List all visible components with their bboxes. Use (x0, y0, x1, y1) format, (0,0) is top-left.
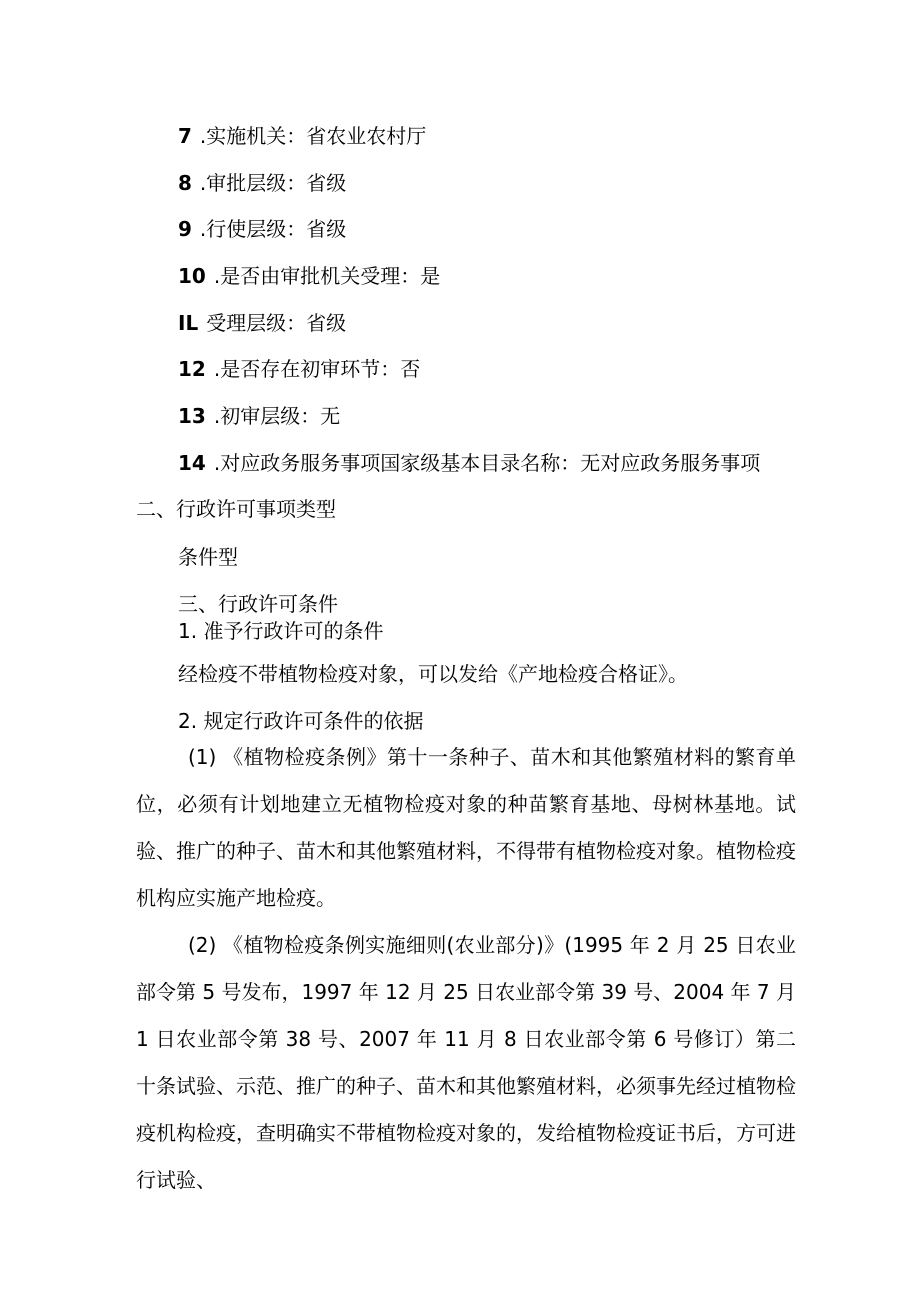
item-text: 是否存在初审环节：否 (220, 357, 421, 381)
item-text: 初审层级：无 (220, 404, 341, 428)
list-item-7: 7 .实施机关：省农业农村厅 (178, 124, 427, 148)
item-number: 12 (178, 357, 206, 381)
item-number: 14 (178, 451, 206, 475)
section-2-value: 条件型 (178, 545, 238, 569)
list-item-8: 8 .审批层级：省级 (178, 171, 347, 195)
item-number: 10 (178, 264, 206, 288)
list-item-11 (178, 311, 346, 335)
item-text: 是否由审批机关受理：是 (220, 264, 441, 288)
section-3-heading: 三、行政许可条件 (178, 592, 338, 616)
item-number: 7 (178, 124, 192, 148)
basis-paragraph-2: (2) 《植物检疫条例实施细则(农业部分)》(1995 年 2 月 25 日农业部令第 5 号发布，1997 年 12 月 25 日农业部令第 39 号、2004 年 7 月 1 日农业部令第 38 号、2007 年 11 月 8 日农业部令第 6 号修订）第二十条试验、示范、推广的种子、苗木和其他繁殖材料，必须事先经过植物检疫机构检疫，查明确实不带植物检疫对象的，发给植物检疫证书后，方可进行试验、 (136, 933, 796, 1192)
section-3-sub2: 2. 规定行政许可条件的依据 (178, 709, 424, 733)
list-item-14: 14 .对应政务服务事项国家级基本目录名称：无对应政务服务事项 (178, 451, 761, 475)
list-item-12: 12 .是否存在初审环节：否 (178, 357, 421, 381)
list-item-10: 10 .是否由审批机关受理：是 (178, 264, 441, 288)
item-number: 8 (178, 171, 192, 195)
item-text: 实施机关：省农业农村厅 (206, 124, 427, 148)
section-2-heading: 二、行政许可事项类型 (136, 497, 336, 521)
list-item-13: 13 .初审层级：无 (178, 404, 341, 428)
item-text: 审批层级：省级 (206, 171, 347, 195)
section-3-sub1-text: 经检疫不带植物检疫对象，可以发给《产地检疫合格证》。 (178, 662, 688, 686)
item-number: 13 (178, 404, 206, 428)
basis-paragraph-1: (1) 《植物检疫条例》第十一条种子、苗木和其他繁殖材料的繁育单位，必须有计划地建立无植物检疫对象的种苗繁育基地、母树林基地。试验、推广的种子、苗木和其他繁殖材料，不得带有植物检疫对象。植物检疫机构应实施产地检疫。 (136, 745, 796, 910)
item-text: 对应政务服务事项国家级基本目录名称：无对应政务服务事项 (220, 451, 761, 475)
item-number: IL (178, 311, 199, 335)
item-text: 行使层级：省级 (206, 217, 347, 241)
item-text: 受理层级：省级 (206, 311, 347, 335)
item-number: 9 (178, 217, 192, 241)
list-item-9: 9 .行使层级：省级 (178, 217, 347, 241)
section-3-sub1: 1. 准予行政许可的条件 (178, 619, 384, 643)
